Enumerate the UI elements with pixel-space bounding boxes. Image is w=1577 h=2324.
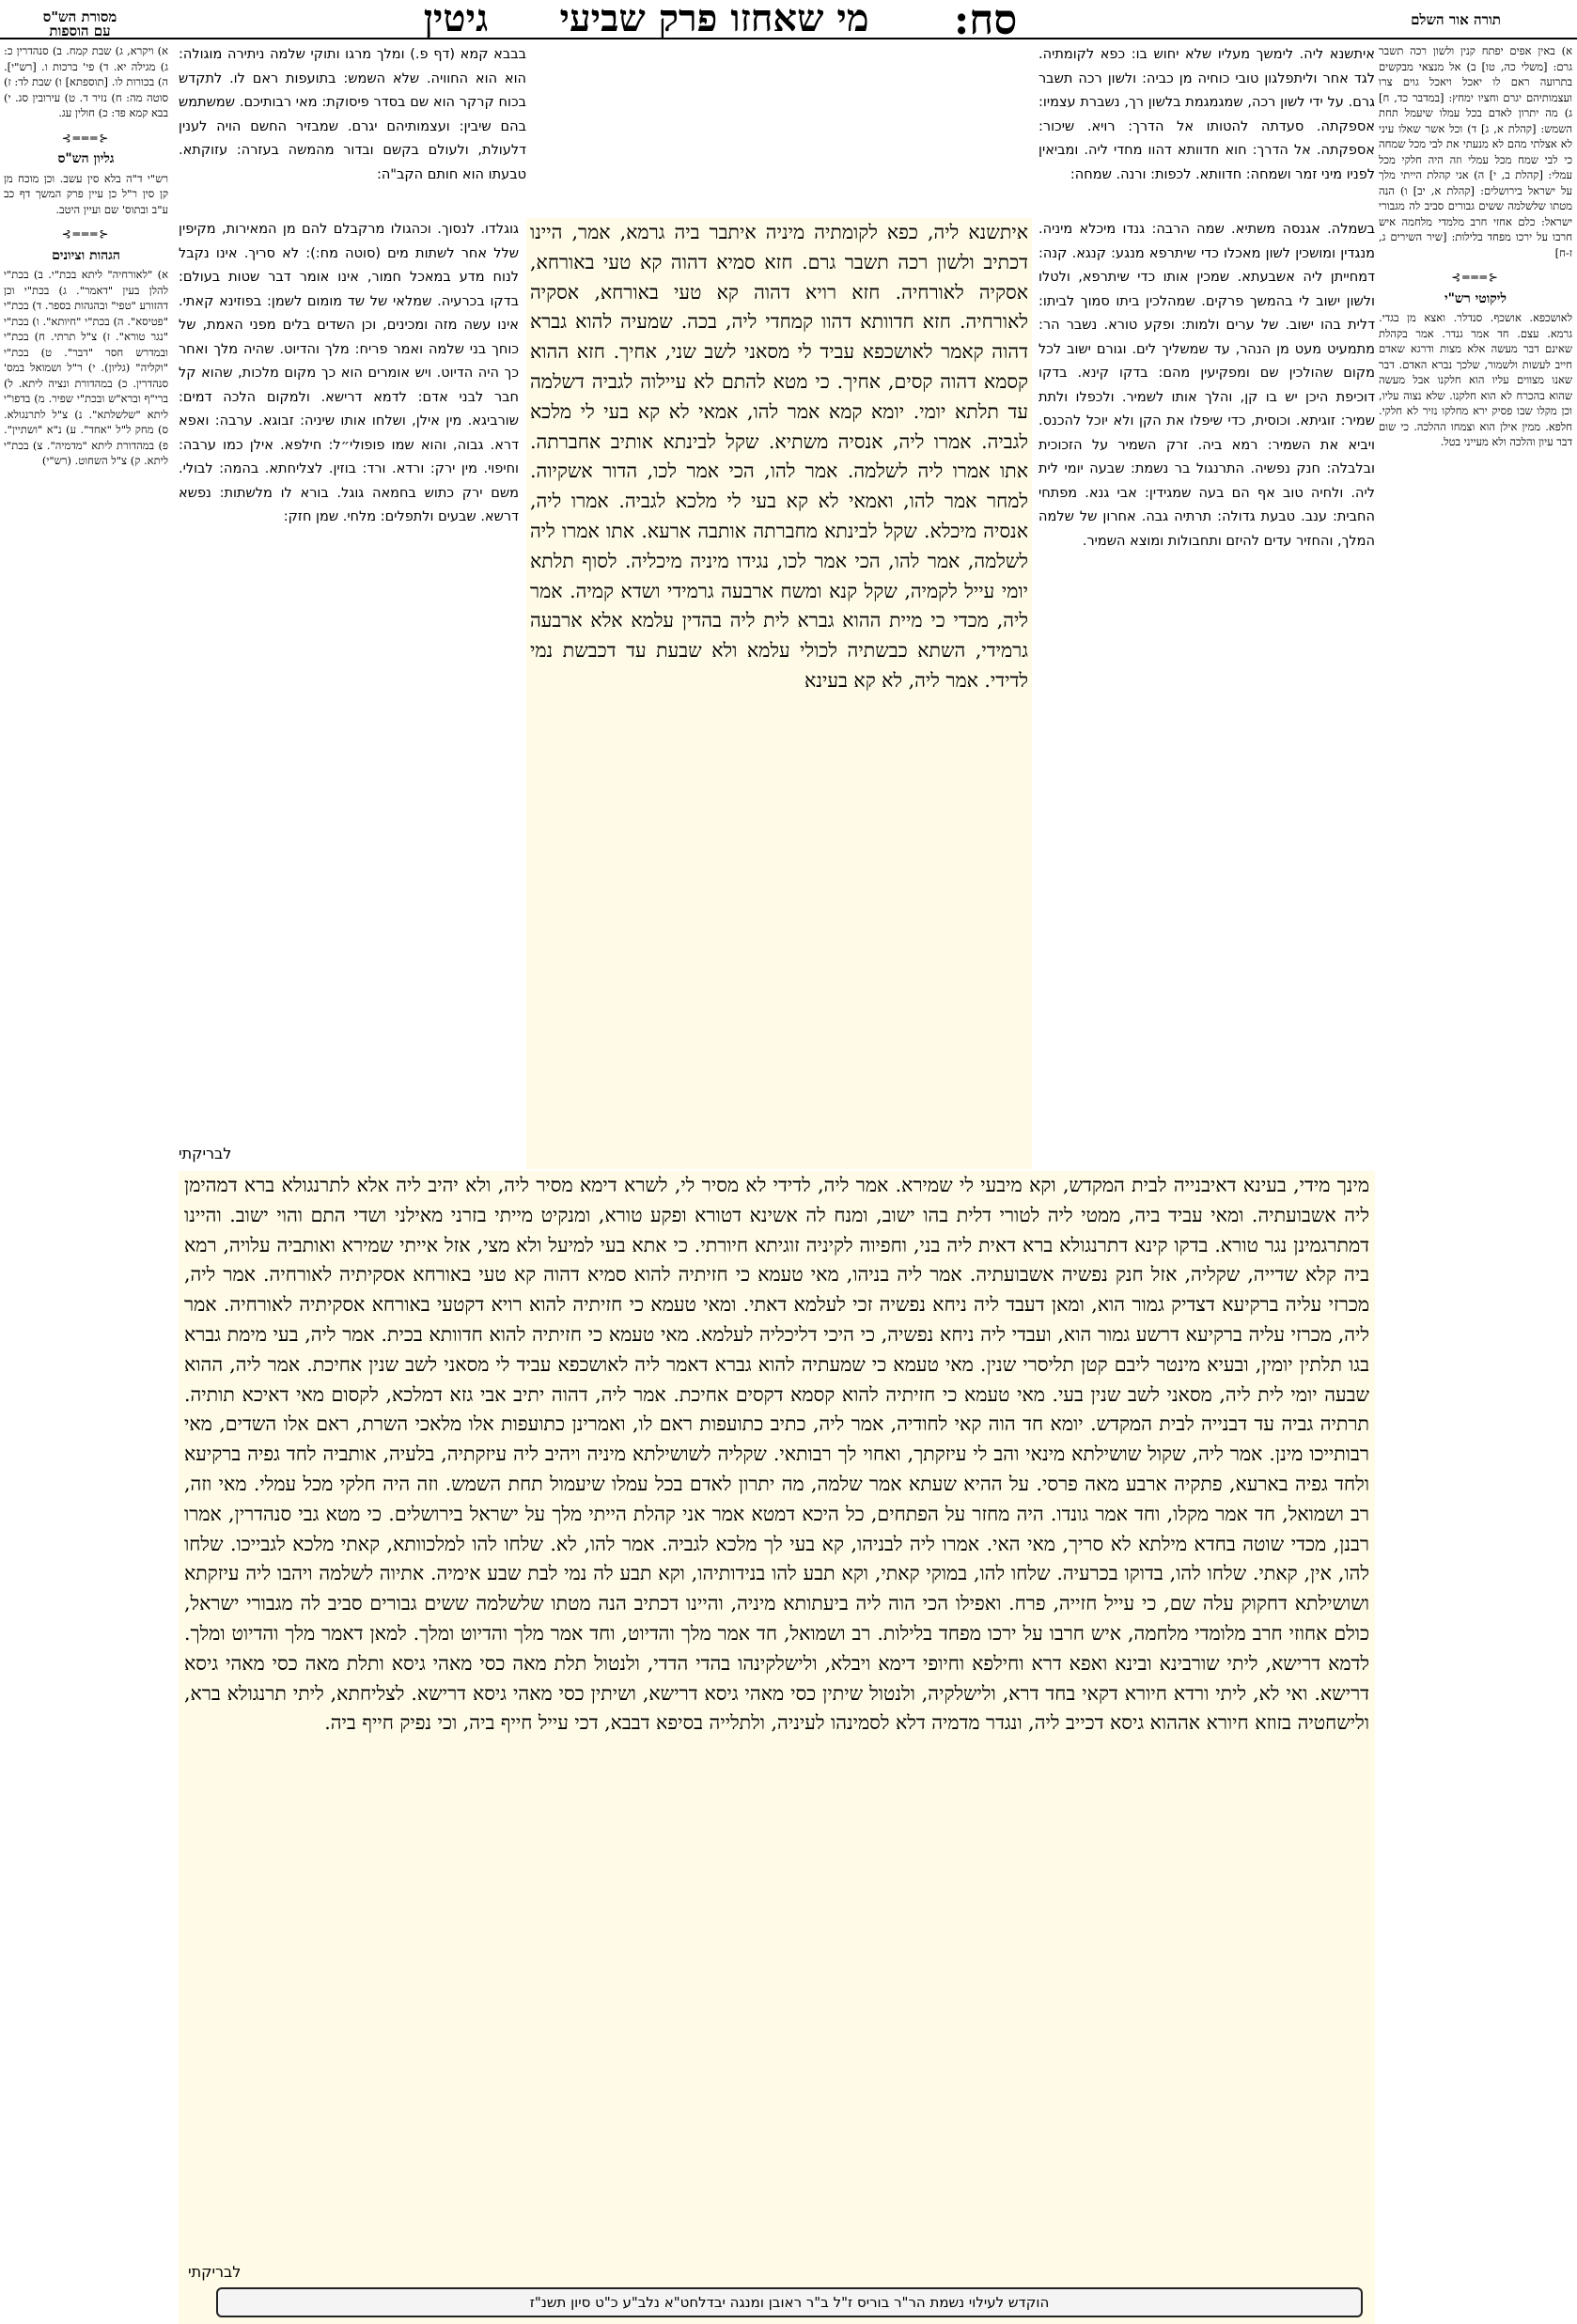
masoret-label-line1: מסורת הש"ס: [42, 8, 117, 25]
ornament-divider: ⊰═══⊱: [1451, 271, 1500, 284]
hagahot-text: א) "לאורחיה" ליתא בכת"י. ב) בכת"י להלן בעין "דאמר". ג) בכת"י וכן דהזורע "טפי" ובהגהות בספר. ד) בכת"י "פטיסא". ה) בכת"י "חיותא". ו) בכת"י "נגר טורא". ז) צ"ל תרתי. ח) בכת"י ובמדרש חסר "דבר". ט) בכת"י "וקליה" (גליון). י) ר"ל ושמואל במס' סנהדרין. כ) במהדורת ונציה ליתא. ל) ברי"ף וברא"ש ובכת"י שפיר. מ) בדפו"י ליתא "שלשלתא". נ) צ"ל לתרנגולא. ס) מחק ל"ל "אחד". ע) נ"א "ושתיין". פ) במהדורת ליתא "מדמיה". צ) בכת"י ליתא. ק) צ"ל השחוט. (רש"י): [4, 268, 168, 467]
rashi-commentary-top: איתשנא ליה. לימשך מעליו שלא יחוש בו: כפא לקומתיה. לגד אחר וליתפלגון טובי כוחיה מן כביה: ולשון רכה תשבר גרם. על ידי לשון רכה, שמגמגמת בלשון רך, נשברת עצמיו: אספקתה. סעדתה להטותו אל הדרך: רויא. שיכור: אספקתה. אל הדרך: חוא חדוותא דהוו מחדי ליה. ומביאין לפניו מיני זמר ושמחה: חדוותא. לכפות: ורנה. שמחה:: [1038, 47, 1375, 182]
tosafot-commentary-top: בבבא קמא (דף פ.) ומלך מרגו ותוקי שלמה ניתירה מוגולה: הוא הוא החוויה. שלא השמש: בתועפות ראם לו. לתקדש בכוח קרקר הוא שם בסדר פיסוקת: מאי רבותיכם. שמשתמש בהם שיבין: ועצמותיהם יגרם. שמבזיר החשם הויה לענין דלעולת, ולעולם בקשם ובדור מהמשה בעזרה: עזוקתא. טבעתו הוא חותם הקב"ה:: [179, 47, 526, 182]
likutei-rashi-text: לאושכפא. אושכף. סנדלר. ואצא מן בגדי. גרמא. עצם. חד אמר גנדר. אמר בקהלת שאינם דבר מעשה אלא מצות ודרגא שאדם חייב לעשות ולשמור, שלכך נברא האדם. דבר שאנו מצווים עליו הוא חלקנו אבל מעשה שהוא בהכרח לא הוא חלקנו. שלא נצוה עליו, וכן מקלו שבו פסיק ירא מחלקו נזיר לא חלקי. חלפא. ממין אילן הוא וצמחו ההלכה. כי שום דבר עיון והלכה ולא מעייני בטל.: [1379, 311, 1572, 448]
chapter-title: מי שאחזו פרק שביעי: [559, 0, 869, 40]
tractate-title: גיטין: [423, 0, 489, 40]
ornament-divider: ⊰═══⊱: [61, 227, 111, 241]
rashi-commentary-side: בשמלה. אגנסה משתיא. שמה הרבה: גנדו מיכלא מיניה. מנגדין ומושכין לשון מאכלו כדי שיתרפא מנגע: קנגא. קנה: דמחייתן ליה אשבעתא. שמכין אותו כדי שיתרפא, ולטלו ולשון ישוב לי בהמשך פרקים. שמהלכין ביתו סמוך לביתו: דלית בהו ישוב. של ערים ולמות: ופקע טורא. נשבר הר: מתמעיט מעט מן הנהר, עד שמשליך לים. וגורם ישוב לכל מקום שהולכין שם ומפקיעין מהם: בדקו קינא. בדקו דוכיפת היכן יש בו קן, והלך אותו לשמיר. ולכפלו ולתת שמיר: זוגיתא. וכוסית, כדי שיפלו את הקן ולא יוכל להכנס. ויביא את השמיר: רמא ביה. זרק השמיר על הזכוכית ובלבלה: חנק נפשיה. התרנגול בר נשמת: שבעה יומי לית ליה. ולחיה טוב אף הם בעה שמגידין: אבי גנא. מפתחי החבית: ענב. טבעת גדולה: תרתיה גבה. אחרון של שלמה המלך, והחזיר עדים להיזם ותחבולות ומוצא השמיר.: [1038, 222, 1375, 549]
dedication-text: הוקדש לעילוי נשמת הר"ר בוריס ז"ל ב"ר ראובן ומנגה יבדלחט"א נלב"ע כ"ט סיון תשנ"ז: [529, 2294, 1050, 2311]
right-margin-column: [1379, 43, 1572, 460]
torah-or-text: א) באין אפים יפתח קנין ולשון רכה תשבר גרם: [משלי כה, טו] ב) אל מנצאי מבקשים בתרועה ראם לו יאכל ויאכל גוים צרו ועצמותיהם יגרם וחציו ימחץ: [במדבר כד, ח] ג) מה יתרון לאדם בכל עמלו שיעמל תחת השמש: [קהלת א, ג] ד) וכל אשר שאלו עיני לא אצלתי מהם לא מנעתי את לבי מכל שמחה כי לבי שמח מכל עמלי וזה היה חלקי מכל עמלי: [קהלת ב, י] ה) אני קהלת הייתי מלך על ישראל בירושלים: [קהלת א, יב] ו) הנה מטתו שלשלמה ששים גבורים סביב לה מגבורי ישראל: כלם אחזי חרב מלמדי מלחמה איש חרבו על ירכו מפחד בלילות: [שיר השירים ג, ז-ח]: [1379, 44, 1572, 259]
catchword-gemara: לבריקתי: [188, 2263, 242, 2281]
catchword-tosafot: לבריקתי: [179, 1145, 232, 1162]
gemara-bottom-body: מינך מידי, בעינא דאיבנייה לבית המקדש, וקא מיבעי לי שמירא. אמר ליה, לדידי לא מסיר לי, לשרא דימא מסיר ליה, ולא יהיב ליה אלא לתרנגולא ברא דמהימן ליה אשבועתיה. ומאי עביד ביה, ממטי ליה לטורי דלית בהו ישוב, ומנח לה אשינא דטורא ופקע טורא, ומנקיט מייתי בזרני מאילני ושדי התם והוי ישוב. והיינו דמתרגמינן נגר טורא. בדקו קינא דתרנגולא ברא דאית ליה בני, וחפיוה לקיניה זוגיתא חיורתי. כי אתא בעי למיעל ולא מצי, אזל אייתי שמירא ואותביה עלויה, רמא ביה קלא שדייה, שקליה, אזל חנק נפשיה אשבועתיה. אמר ליה בניהו, מאי טעמא כי חזיתיה להוא סמיא דהוה קא טעי באורחא אסקיתיה לאורחיה. אמר ליה, מכרזי עליה ברקיעא דצדיק גמור הוא, ומאן דעבד ליה ניחא נפשיה זכי לעלמא דאתי. ומאי טעמא כי חזיתיה להוא רויא דקטעי באורחא אסקיתיה לאורחיה. אמר ליה, מכרזי עליה ברקיעא דרשע גמור הוא, ועבדי ליה ניחא נפשיה, כי היכי דליכליה לעלמא. מאי טעמא כי חזיתיה להוא חדוותא בכית. אמר ליה, בעי מימת גברא בגו תלתין יומין, ובעיא מינטר ליבם קטן תליסרי שנין. מאי טעמא כי שמעתיה להוא גברא דאמר ליה לאושכפא עביד לי מסאני לשב שנין אחיכת. אמר ליה, ההוא שבעה יומי לית ליה, מסאני לשב שנין בעי. מאי טעמא כי חזיתיה להוא קסמא דקסים אחיכת. אמר ליה, דהוה יתיב אבי גזא דמלכא, לקסום מאי דאיכא תותיה. תרתיה גביה עד דבנייה לבית המקדש. יומא חד הוה קאי לחודיה, אמר ליה, כתיב כתועפות ראם לו, ואמרינן כתועפות אלו מלאכי השרת, ראם אלו השדים, מאי רבותייכו מינן. אמר ליה, שקול שושילתא מינאי והב לי עיזקתך, ואחוי לך רבותאי. שקליה לשושילתא מיניה ויהיב ליה עיזקתיה, בלעיה, אותביה לחד גפיה ברקיעא ולחד גפיה בארעא, פתקיה ארבע מאה פרסי. על ההיא שעתא אמר שלמה, מה יתרון לאדם בכל עמלו שיעמול תחת השמש. וזה היה חלקי מכל עמלי. מאי וזה, רב ושמואל, חד אמר מקלו, וחד אמר גונדו. היה מחזר על הפתחים, כל היכא דמטא אמר אני קהלת הייתי מלך על ישראל בירושלים. כי מטא גבי סנהדרין, אמרו רבנן, מכדי שוטה בחדא מילתא לא סריך, מאי האי. אמרו ליה לבניהו, קא בעי לך מלכא לגביה. אמר להו, לא. שלחו להו למלכוותא, קאתי מלכא לגבייכו. שלחו להו, אין, קאתי. שלחו להו, בדוקו בכרעיה. שלחו להו, במוקי קאתי, וקא תבע להו בנידותיהו, וקא תבע לה נמי לבת שבע אימיה. אתיוה לשלמה ויהבו ליה עיזקתא ושושילתא דחקוק עלה שם, כי עייל חזייה, פרח. ואפילו הכי הוה ליה ביעתותא מיניה, והיינו דכתיב הנה מטתו שלשלמה ששים גבורים סביב לה מגבורי ישראל, כולם אחוזי חרב מלומדי מלחמה, איש חרבו על ירכו מפחד בלילות. רב ושמואל, חד אמר מלך והדיוט, וחד אמר מלך והדיוט ומלך. למאן דאמר מלך והדיוט ומלך. לדמא דרישא, ליתי שורבינא ובינא ואפא דרא וחילפא וחיופי דימא ויבלא, ולישלקינהו בהדי הדדי, ולנטול תלת מאה כסי מאהי גיסא ותלת מאה כסי מאהי גיסא דרישא. ואי לא, ליתי ורדא חיורא דקאי בחד דרא, ולישלקיה, ולנטול שיתין כסי מאהי גיסא דרישא, ושיתין כסי מאהי גיסא דרישא. לצליחתא, ליתי תרנגולא ברא, ולישחטיה בזוזא חיורא אההוא גיסא דכייב ליה, ונגדר מדמיה דלא לסמינהו לעיניה, ולתלייה בסיפא דבבא, דכי עייל חייף ביה, וכי נפיק חייף ביה.: [184, 1174, 1369, 1735]
folio-number: סח:: [954, 0, 1018, 44]
masoret-label-line2: עם הוספות: [49, 23, 111, 39]
gilyon-hashas-text: רש"י ד"ה בלא סין עשב. וכן מוכח מן קן סין ר"ל כן עיין פרק המשך דף כב ע"ב ובתוס' שם ועיין היטב.: [4, 171, 168, 216]
dedication-banner: [216, 2287, 1363, 2317]
ornament-divider: ⊰═══⊱: [61, 131, 111, 145]
masoret-text: א) ויקרא, ג) שבת קמח. ב) סנהדרין כ: ג) מגילה יא. ד) פי' ברכות ו. [רש"י]. ה) בכורות לו. [תוספתא] ו) שבת לד: ז) סוטה מה: ח) נזיר ד. ט) עירובין סג. י) בבא קמא פד: כ) חולין עג.: [4, 44, 168, 119]
likutei-rashi-heading: ליקוטי רש"י: [1444, 290, 1507, 306]
left-margin-column: [4, 43, 168, 478]
torah-or-label: תורה אור השלם: [1411, 11, 1501, 28]
gemara-center-body: איתשנא ליה, כפא לקומתיה מיניה איתבר ביה גרמא, אמר, היינו דכתיב ולשון רכה תשבר גרם. חזא סמיא דהוה קא טעי באורחא, אסקיה לאורחיה. חזא רויא דהוה קא טעי באורחא, אסקיה לאורחיה. חזא חדוותא דהוו קמחדי ליה, בכה. שמעיה להוא גברא דהוה קאמר לאושכפא עביד לי מסאני לשב שני, אחיך. חזא ההוא קסמא דהוה קסים, אחיך. כי מטא להתם לא עיילוה לגביה דשלמה עד תלתא יומי. יומא קמא אמר להו, אמאי לא קא בעי לי מלכא לגביה. אמרו ליה, אנסיה משתיא. שקל לבינתא אותיב אחברתה. אתו אמרו ליה לשלמה. אמר להו, הכי אמר לכו, הדור אשקיוה. למחר אמר להו, ואמאי לא קא בעי לי מלכא לגביה. אמרו ליה, אנסיה מיכלא. שקל לבינתא מחברתה אותבה ארעא. אתו אמרו ליה לשלמה, אמר להו, הכי אמר לכו, נגידו מיניה מיכליה. לסוף תלתא יומי עייל לקמיה, שקל קנא ומשח ארבעה גרמידי ושדא קמיה. אמר ליה, מכדי כי מיית ההוא גברא לית ליה בהדין עלמא אלא ארבעה גרמידי, השתא כבשתיה לכולי עלמא ולא שבעת עד דכבשת נמי לדידי. אמר ליה, לא קא בעינא: [530, 221, 1028, 692]
gemara-text-bottom: [179, 1171, 1375, 2324]
header-rule: [0, 38, 1577, 39]
gemara-text-center: [526, 218, 1032, 1169]
tosafot-commentary-side: גוגלדו. לנסוך. וכהגולו מרקבלם להם מן המאירות, מקיפין שלל אחר לשתות מים (סוטה מח:): לא סריך. אינו נקבל לנוח מדע במאכל חמור, אינו אומר דבר שטות בעולם: בדקו בכרעיה. שמלאי של שד מומום לשמן: בפוזינא קאתי. אינו עשה מזה ומכינים, וכן השדים בלים מפני האמת, של כוחך בני שלמה ואמר פריח: מלך והדיוט. שהיה מלך ואחר כך היה הדיוט. ויש אומרים הוא כך מקום מלכות, שהוא קל חבר לבני אדם: לדמא דרישא. ולמקום הלכה דמים: שורביגא. מין אילן, ושלחו אותו שיניה: זבוגא. ערבה: ואפא דרא. גבוה, והוא שמו פופולי״ל: חילפא. אילן כמו ערבה: וחיפוי. מין ירק: ורדא. ורד: בוזין. לצליחתא. בהמה: לבולי. משם ירק כתוש בחמאה גוגל. בורא לו מלשתות: נפשא דרשא. שבעים ולתפלים: מלחי. שמן חזק:: [179, 222, 519, 524]
gilyon-hashas-heading: גליון הש"ס: [57, 151, 115, 166]
hagahot-heading: הגהות וציונים: [52, 247, 120, 263]
